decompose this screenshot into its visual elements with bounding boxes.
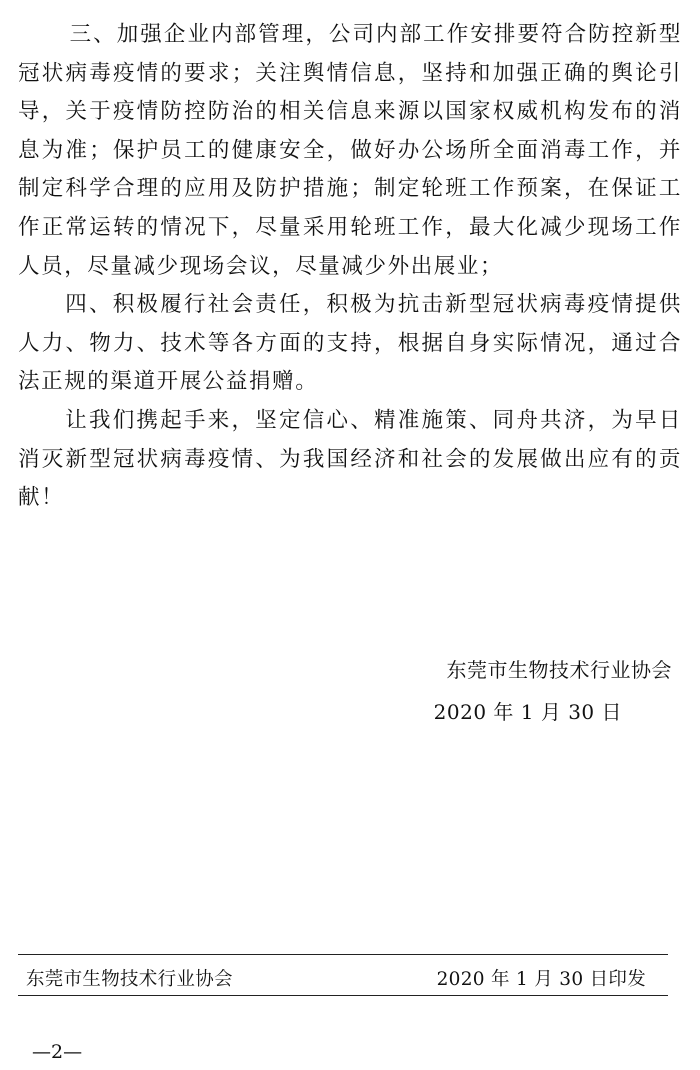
page-number: —2— bbox=[32, 1041, 83, 1063]
signature-organization: 东莞市生物技术行业协会 bbox=[446, 658, 672, 682]
signature-date: 2020 年 1 月 30 日 bbox=[433, 700, 622, 724]
footer-top-rule bbox=[18, 954, 668, 955]
document-body bbox=[18, 16, 682, 518]
footer-issue-date: 2020 年 1 月 30 日印发 bbox=[436, 969, 646, 990]
paragraph-closing: 让我们携起手来，坚定信心、精准施策、同舟共济，为早日消灭新型冠状病毒疫情、为我国经济和社会的发展做出应有的贡献！ bbox=[18, 407, 682, 511]
paragraph-section-three: 三、加强企业内部管理，公司内部工作安排要符合防控新型冠状病毒疫情的要求；关注舆情信息，坚持和加强正确的舆论引导，关于疫情防控防治的相关信息来源以国家权威机构发布的消息为准；保护员工的健康安全，做好办公场所全面消毒工作，并制定科学合理的应用及防护措施；制定轮班工作预案，在保证工作正常运转的情况下，尽量采用轮班工作，最大化减少现场工作人员，尽量减少现场会议，尽量减少外出展业； bbox=[18, 22, 682, 279]
signature-block bbox=[434, 656, 674, 726]
footer-bottom-rule bbox=[18, 995, 668, 996]
footer-organization: 东莞市生物技术行业协会 bbox=[26, 969, 233, 990]
paragraph-section-four: 四、积极履行社会责任，积极为抗击新型冠状病毒疫情提供人力、物力、技术等各方面的支持，根据自身实际情况，通过合法正规的渠道开展公益捐赠。 bbox=[18, 292, 682, 395]
